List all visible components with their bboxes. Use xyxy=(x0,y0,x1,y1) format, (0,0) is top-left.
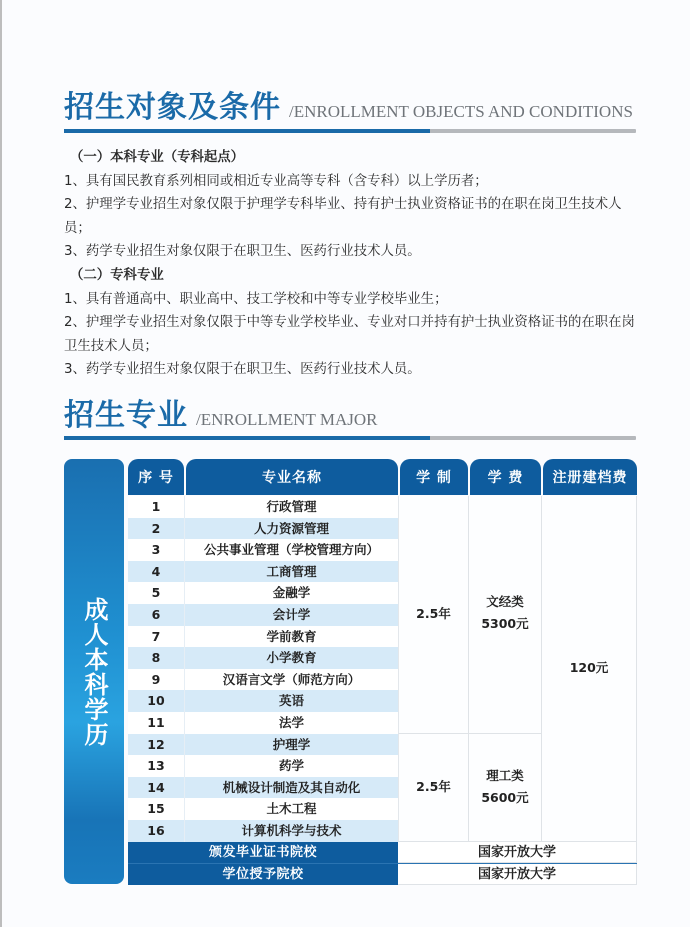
table-row: 2 人力资源管理 xyxy=(128,518,398,540)
condition-item: 1、具有国民教育系列相同或相近专业高等专科（含专科）以上学历者； xyxy=(64,173,488,189)
duration-cell-group-2: 2.5年 xyxy=(398,734,469,842)
condition-item: 3、药学专业招生对象仅限于在职卫生、医药行业技术人员。 xyxy=(64,362,421,378)
group-heading: （一）本科专业（专科起点） xyxy=(70,150,245,165)
table-row: 3 公共事业管理（学校管理方向） xyxy=(128,539,398,561)
section-divider xyxy=(64,436,636,440)
section-header-conditions xyxy=(64,82,636,126)
table-row: 16 计算机科学与技术 xyxy=(128,820,398,842)
footer-value: 国家开放大学 xyxy=(398,842,637,864)
table-row: 14 机械设计制造及其自动化 xyxy=(128,777,398,799)
table-body xyxy=(128,496,398,842)
condition-item: 2、护理学专业招生对象仅限于中等专业学校毕业、专业对口并持有护士执业资格证书的在职在岗卫生技术人员； xyxy=(64,315,635,354)
majors-table xyxy=(128,459,637,883)
header-major-name: 专业名称 xyxy=(186,459,398,495)
table-row: 6 会计学 xyxy=(128,604,398,626)
section-title-zh: 招生专业 xyxy=(64,398,188,433)
page-edge xyxy=(0,0,2,927)
registration-fee-cell: 120元 xyxy=(542,496,637,842)
tuition-cell-group-1: 文经类 5300元 xyxy=(469,496,542,734)
table-row: 5 金融学 xyxy=(128,582,398,604)
table-row: 13 药学 xyxy=(128,755,398,777)
duration-cell-group-1: 2.5年 xyxy=(398,496,469,734)
section-title-zh: 招生对象及条件 xyxy=(64,90,281,125)
degree-level-label: 成人本科学历 xyxy=(64,459,124,884)
table-row: 4 工商管理 xyxy=(128,561,398,583)
footer-row-degree xyxy=(128,863,637,885)
header-registration-fee: 注册建档费 xyxy=(543,459,637,495)
condition-item: 1、具有普通高中、职业高中、技工学校和中等专业学校毕业生； xyxy=(64,291,448,307)
table-row: 8 小学教育 xyxy=(128,647,398,669)
header-no: 序 号 xyxy=(128,459,184,495)
table-row: 11 法学 xyxy=(128,712,398,734)
section-divider xyxy=(64,129,636,133)
tuition-cell-group-2: 理工类 5600元 xyxy=(469,734,542,842)
footer-label: 学位授予院校 xyxy=(128,864,398,885)
section-header-majors xyxy=(64,390,636,434)
section-title-en: /ENROLLMENT MAJOR xyxy=(196,410,378,429)
footer-value: 国家开放大学 xyxy=(398,864,637,885)
table-row: 9 汉语言文学（师范方向） xyxy=(128,669,398,691)
section-title-en: /ENROLLMENT OBJECTS AND CONDITIONS xyxy=(289,102,633,121)
footer-row-diploma xyxy=(128,842,637,864)
footer-label: 颁发毕业证书院校 xyxy=(128,842,398,864)
table-row: 12 护理学 xyxy=(128,734,398,756)
table-row: 10 英语 xyxy=(128,690,398,712)
condition-item: 2、护理学专业招生对象仅限于护理学专科毕业、持有护士执业资格证书的在职在岗卫生技术人员； xyxy=(64,197,622,236)
header-tuition: 学 费 xyxy=(470,459,541,495)
table-row: 15 土木工程 xyxy=(128,798,398,820)
conditions-text xyxy=(64,146,639,382)
table-header xyxy=(128,459,637,495)
group-heading: （二）专科专业 xyxy=(70,267,164,283)
condition-item: 3、药学专业招生对象仅限于在职卫生、医药行业技术人员。 xyxy=(64,244,421,260)
table-row: 7 学前教育 xyxy=(128,626,398,648)
header-duration: 学 制 xyxy=(400,459,468,495)
table-row: 1 行政管理 xyxy=(128,496,398,518)
